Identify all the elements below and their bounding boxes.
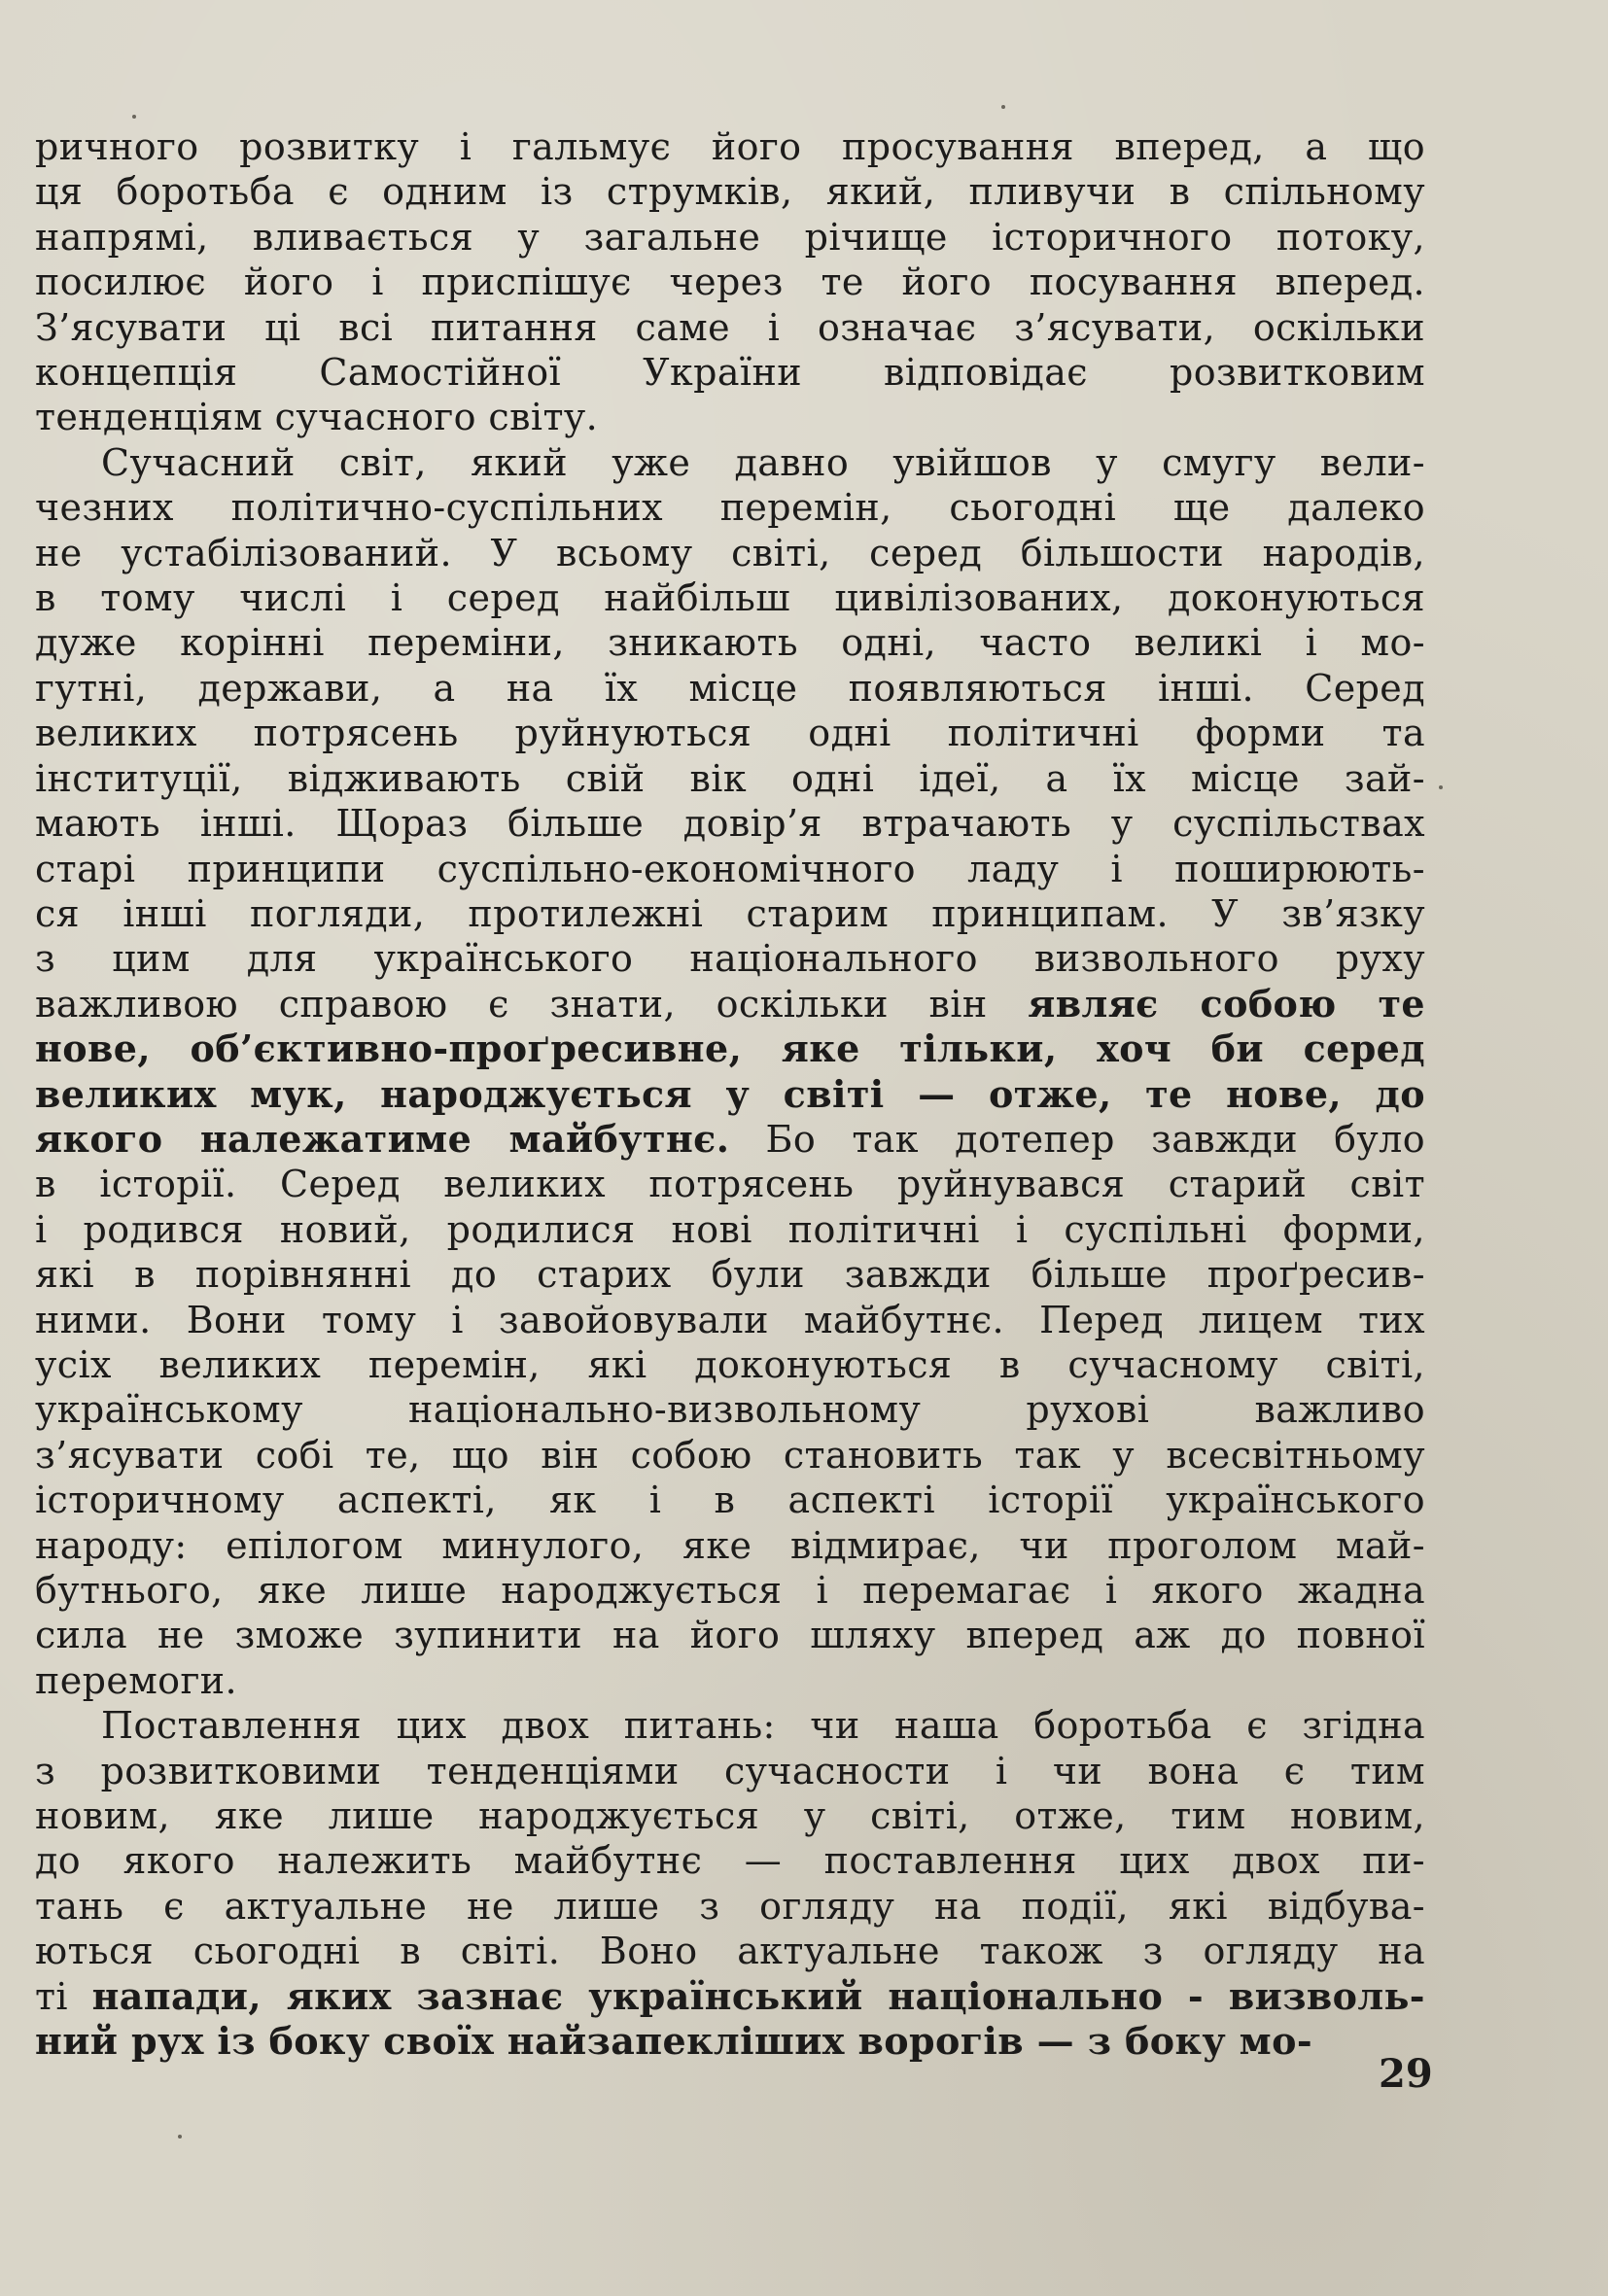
text-line: [35, 1703, 1425, 1748]
text-line: [35, 1252, 1425, 1297]
text-run: великих потрясень руйнуються одні політичні форми та: [35, 712, 1425, 755]
text-line: [35, 305, 1425, 350]
text-line: [35, 1342, 1425, 1387]
text-line: [35, 1884, 1425, 1929]
text-run: З’ясувати ці всі питання саме і означає з’ясувати, оскільки: [35, 305, 1425, 349]
text-line: [35, 169, 1425, 214]
text-run: напрямі, вливається у загальне річище історичного потоку,: [35, 215, 1425, 259]
text-line: [35, 1433, 1425, 1478]
text-run: ця боротьба є одним із струмків, який, пливучи в спільному: [35, 170, 1425, 214]
text-run: тенденціям сучасного світу.: [35, 396, 599, 439]
paragraph: [35, 440, 1425, 1703]
text-run: народу: епілогом минулого, яке відмирає, чи проголом май-: [35, 1523, 1425, 1567]
text-line: [35, 1749, 1425, 1793]
text-run: чезних політично-суспільних перемін, сьогодні ще далеко: [35, 486, 1425, 530]
text-run: з цим для українського національного визвольного руху: [35, 937, 1425, 981]
text-run: в тому числі і серед найбільш цивілізованих, доконуються: [35, 576, 1425, 620]
bold-text-run: якого належатиме майбутнє.: [35, 1116, 730, 1161]
text-run: не устабілізований. У всьому світі, серед більшости народів,: [35, 531, 1425, 574]
bold-text-run: великих мук, народжується у світі — отже, те нове, до: [35, 1071, 1425, 1116]
text-run: важливою справою є знати, оскільки він: [35, 982, 1029, 1026]
text-run: ті: [35, 1974, 92, 2018]
text-line: [35, 1838, 1425, 1883]
text-line: [35, 1162, 1425, 1206]
text-line: [35, 575, 1425, 620]
text-line: [35, 1793, 1425, 1838]
text-run: до якого належить майбутнє — поставлення цих двох пи-: [35, 1839, 1425, 1883]
text-run: з розвитковими тенденціями сучасности і чи вона є тим: [35, 1749, 1425, 1792]
text-line: [35, 531, 1425, 575]
print-speck: [132, 115, 136, 119]
text-line: [35, 1523, 1425, 1568]
text-run: Поставлення цих двох питань: чи наша боротьба є згідна: [101, 1704, 1425, 1748]
text-run: ся інші погляди, протилежні старим принципам. У зв’язку: [35, 891, 1425, 935]
bold-text-run: ний рух із боку своїх найзапекліших ворогів — з боку мо-: [35, 2019, 1313, 2064]
bold-text-run: нове, об’єктивно-проґресивне, яке тільки, хоч би серед: [35, 1026, 1425, 1071]
text-line: [35, 260, 1425, 304]
text-line: [35, 891, 1425, 936]
text-run: історичному аспекті, як і в аспекті історії українського: [35, 1478, 1425, 1522]
text-run: мають інші. Щораз більше довір’я втрачають у суспільствах: [35, 802, 1425, 846]
text-run: Бо так дотепер завжди було: [729, 1117, 1425, 1161]
text-run: усіх великих перемін, які доконуються в сучасному світі,: [35, 1342, 1425, 1386]
print-speck: [1439, 785, 1443, 789]
text-line: [35, 1026, 1425, 1071]
text-line: [35, 1478, 1425, 1522]
text-line: [35, 440, 1425, 485]
paragraph: [35, 1703, 1425, 2064]
text-run: інституції, відживають свій вік одні ідеї, а їх місце зай-: [35, 756, 1425, 800]
text-run: старі принципи суспільно-економічного ладу і поширюють-: [35, 847, 1425, 890]
text-line: [35, 1072, 1425, 1117]
text-line: [35, 666, 1425, 711]
text-line: [35, 936, 1425, 981]
text-line: [35, 620, 1425, 665]
book-page-text: [35, 124, 1425, 2064]
text-run: перемоги.: [35, 1658, 237, 1702]
text-line: [35, 756, 1425, 801]
text-line: [35, 1298, 1425, 1342]
text-run: Сучасний світ, який уже давно увійшов у смугу вели-: [101, 440, 1425, 484]
text-line: [35, 485, 1425, 530]
text-line: [35, 801, 1425, 846]
text-line: [35, 1658, 1425, 1703]
text-line: [35, 847, 1425, 891]
text-line: [35, 1117, 1425, 1162]
text-run: які в порівнянні до старих були завжди більше проґресив-: [35, 1253, 1425, 1297]
bold-text-run: являє собою те: [1028, 981, 1426, 1026]
text-run: ються сьогодні в світі. Воно актуальне також з огляду на: [35, 1930, 1425, 1973]
text-line: [35, 350, 1425, 395]
text-line: [35, 1568, 1425, 1613]
bold-text-run: напади, яких зазнає український національно - визволь-: [91, 1973, 1425, 2018]
paragraph: [35, 124, 1425, 440]
text-line: [35, 982, 1425, 1026]
text-run: дуже корінні переміни, зникають одні, часто великі і мо-: [35, 621, 1425, 665]
text-line: [35, 1613, 1425, 1657]
text-line: [35, 215, 1425, 260]
text-line: [35, 1207, 1425, 1252]
page-number: 29: [1379, 2051, 1433, 2097]
text-line: [35, 1387, 1425, 1432]
text-run: гутні, держави, а на їх місце появляються інші. Серед: [35, 666, 1425, 710]
text-run: в історії. Серед великих потрясень руйнувався старий світ: [35, 1163, 1425, 1206]
text-line: [35, 2019, 1425, 2064]
print-speck: [178, 2135, 182, 2139]
text-line: [35, 711, 1425, 755]
text-run: ними. Вони тому і завойовували майбутнє. Перед лицем тих: [35, 1298, 1425, 1341]
text-line: [35, 1974, 1425, 2019]
text-run: українському національно-визвольному рухові важливо: [35, 1388, 1425, 1432]
text-run: новим, яке лише народжується у світі, отже, тим новим,: [35, 1794, 1425, 1838]
text-run: з’ясувати собі те, що він собою становить так у всесвітньому: [35, 1433, 1425, 1477]
text-run: концепція Самостійної України відповідає розвитковим: [35, 351, 1425, 395]
print-speck: [1001, 105, 1005, 109]
text-run: посилює його і приспішує через те його посування вперед.: [35, 261, 1425, 304]
text-run: тань є актуальне не лише з огляду на події, які відбува-: [35, 1884, 1425, 1928]
text-line: [35, 124, 1425, 169]
text-run: і родився новий, родилися нові політичні і суспільні форми,: [35, 1207, 1425, 1251]
text-run: сила не зможе зупинити на його шляху вперед аж до повної: [35, 1614, 1425, 1657]
text-run: бутнього, яке лише народжується і перемагає і якого жадна: [35, 1569, 1425, 1612]
text-line: [35, 395, 1425, 439]
text-run: ричного розвитку і гальмує його просування вперед, а що: [35, 125, 1425, 168]
text-line: [35, 1929, 1425, 1973]
